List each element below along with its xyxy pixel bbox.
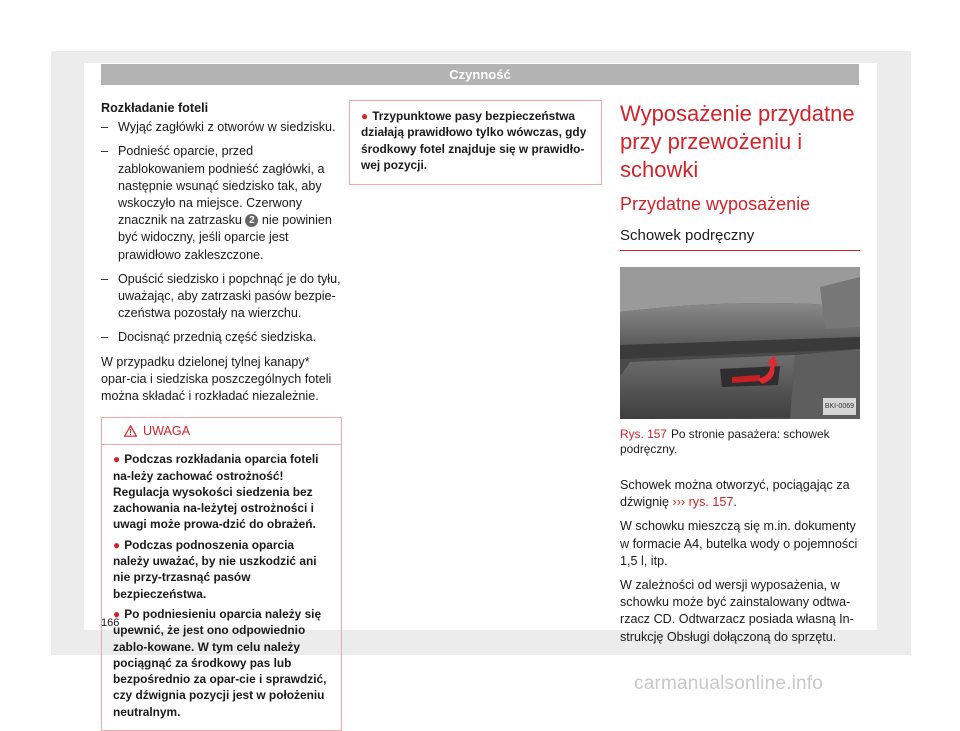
page-number: 166 bbox=[101, 617, 120, 629]
body-paragraph bbox=[620, 477, 860, 511]
procedure-step bbox=[101, 119, 342, 136]
body-paragraph: W schowku mieszczą się m.in. dokumenty w formacie A4, butelka wody o pojemności 1,5 l, itp. bbox=[620, 519, 858, 568]
step-text: Opuścić siedzisko i popchnąć je do tyłu, uważając, aby zatrzaski pasów bezpie-czeństwa pozostały na wierzchu. bbox=[118, 271, 341, 321]
warning-item-text: Podczas rozkładania oparcia foteli na-leży zachować ostrożność! Regulacja wysokości siedzenia bez zachowania na-leżytej ostrożności i uwagi może prowa-dzić do obrażeń. bbox=[113, 452, 319, 532]
warning-item bbox=[113, 451, 333, 532]
warning-item-text: Po podniesieniu oparcia należy się upewnić, że jest ono odpowiednio zablo-kowane. W tym celu należy pociągnąć za środkowy pas lub bezpośrednio za opar-cie i sprawdzić, czy dźwignia pozycji jest w położeniu neutralnym. bbox=[113, 606, 327, 719]
paragraph-text: Schowek można otworzyć, pociągając za dźwignię bbox=[620, 478, 850, 510]
chapter-title: Wyposażenie przydatne przy przewożeniu i schowki bbox=[620, 101, 855, 182]
step-dash: – bbox=[101, 144, 109, 159]
subsection-title: Schowek podręczny bbox=[620, 226, 860, 251]
figure-code: BKI-0069 bbox=[823, 398, 856, 415]
warning-item bbox=[113, 537, 333, 602]
warning-box-continued bbox=[349, 100, 602, 185]
section-title: Przydatne wyposażenie bbox=[620, 194, 811, 214]
body-paragraph: W zależności od wersji wyposażenia, w schowku może być zainstalowany odtwa-rzacz CD. Odtwarzacz posiada własną In-strukcję Obsługi dołączoną do sprzętu. bbox=[620, 578, 854, 644]
procedure-step bbox=[101, 271, 342, 323]
warning-header bbox=[102, 418, 341, 445]
paragraph-text: . bbox=[733, 495, 737, 510]
warning-item-text: Trzypunktowe pasy bezpieczeństwa działają prawidłowo tylko wówczas, gdy środkowy fotel znajduje się w prawidło-wej pozycji. bbox=[361, 109, 587, 172]
note-paragraph: W przypadku dzielonej tylnej kanapy* opar-cia i siedziska poszczególnych foteli można składać i rozkładać niezależnie. bbox=[101, 354, 332, 404]
site-watermark: carmanualsonline.info bbox=[634, 673, 824, 694]
caption-text: Po stronie pasażera: schowek podręczny. bbox=[620, 427, 830, 456]
callout-number-badge: 2 bbox=[245, 214, 258, 227]
step-text: Podnieść oparcie, przed zablokowaniem podnieść zagłówki, a następnie wsunąć siedzisko tak, aby wskoczyło na miejsce. Czerwony znacznik na zatrzasku bbox=[118, 144, 325, 228]
glovebox-figure bbox=[620, 267, 860, 419]
warning-item-text: Podczas podnoszenia oparcia należy uważać, by nie uszkodzić ani nie przy-trzasnąć pasów bezpieczeństwa. bbox=[113, 537, 317, 601]
middle-column bbox=[349, 100, 602, 185]
warning-item bbox=[113, 606, 333, 720]
procedure-step bbox=[101, 143, 342, 263]
warning-triangle-icon bbox=[124, 420, 137, 446]
step-dash: – bbox=[101, 271, 109, 286]
right-column bbox=[620, 100, 860, 653]
step-dash: – bbox=[101, 330, 109, 345]
bullet-icon: ● bbox=[113, 537, 121, 552]
warning-body bbox=[102, 445, 341, 730]
step-text: Wyjąć zagłówki z otworów w siedzisku. bbox=[118, 120, 336, 135]
warning-item bbox=[361, 108, 593, 173]
warning-title: UWAGA bbox=[143, 424, 191, 439]
figure-caption bbox=[620, 427, 860, 457]
bullet-icon: ● bbox=[113, 452, 121, 467]
figure-label: Rys. 157 bbox=[620, 427, 667, 441]
step-text-continued: nie powinien być widoczny, jeśli oparcie jest prawidłowo zakleszczone. bbox=[118, 213, 332, 262]
section-header: Czynność bbox=[101, 64, 859, 85]
warning-box bbox=[101, 417, 342, 731]
bullet-icon: ● bbox=[361, 109, 369, 123]
step-dash: – bbox=[101, 120, 109, 135]
left-column bbox=[101, 100, 342, 731]
procedure-heading: Rozkładanie foteli bbox=[101, 101, 209, 115]
bullet-icon: ● bbox=[113, 606, 121, 621]
glovebox-illustration bbox=[620, 267, 860, 419]
step-text: Docisnąć przednią część siedziska. bbox=[118, 330, 317, 345]
procedure-step bbox=[101, 329, 342, 346]
figure-reference-link[interactable]: ››› rys. 157 bbox=[672, 495, 734, 510]
